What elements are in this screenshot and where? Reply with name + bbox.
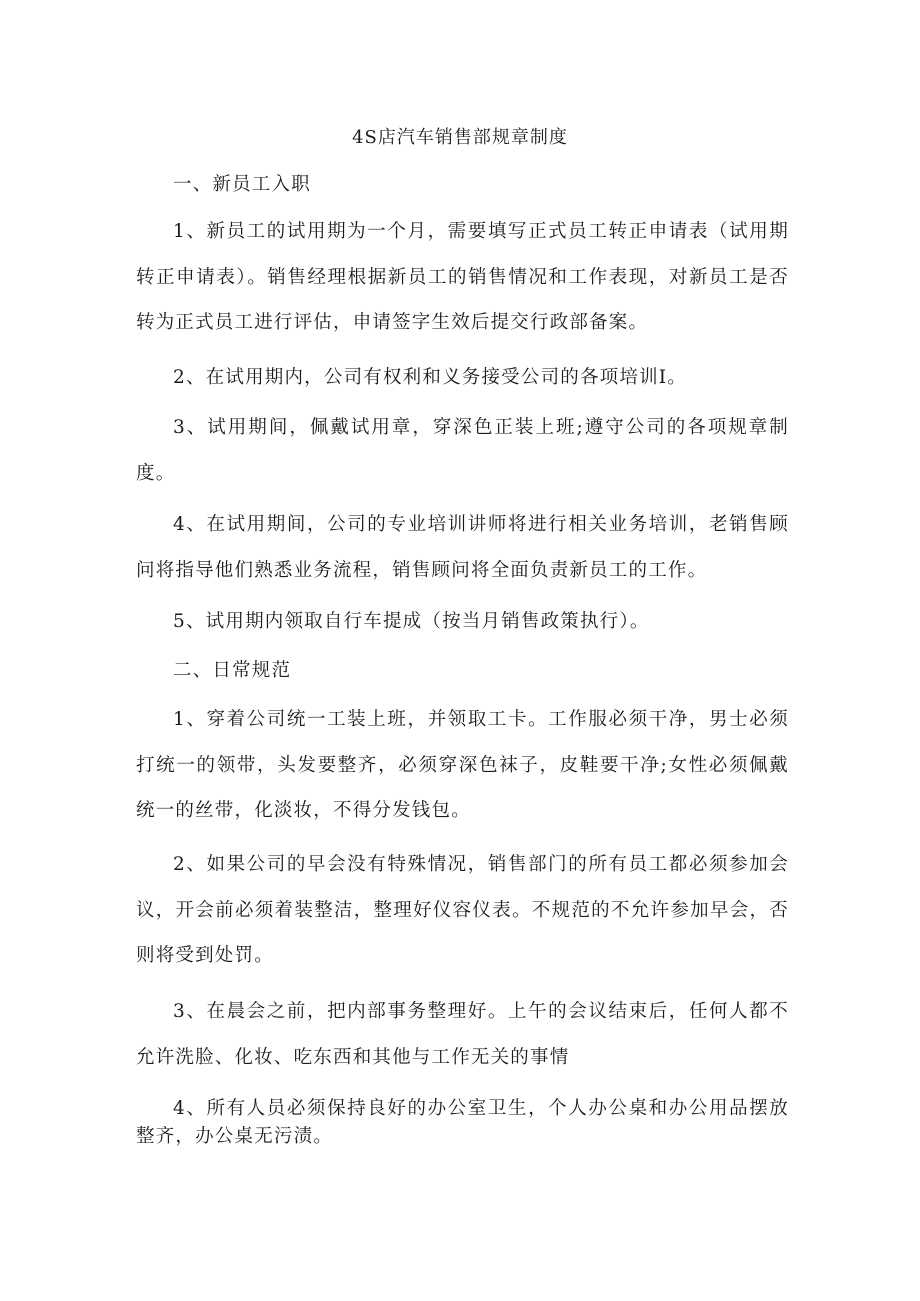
section-heading-daily-norms: 二、日常规范 [173, 660, 292, 681]
paragraph-2-4: 4、所有人员必须保持良好的办公室卫生，个人办公桌和办公用品摆放整齐，办公桌无污渍。 [136, 1098, 789, 1147]
paragraph-1-1: 1、新员工的试用期为一个月，需要填写正式员工转正申请表（试用期转正申请表）。销售经理根据新员工的销售情况和工作表现，对新员工是否转为正式员工进行评估，申请签字生效后提交行政部备案。 [136, 221, 789, 333]
paragraph-1-3: 3、试用期间，佩戴试用章，穿深色正装上班;遵守公司的各项规章制度。 [136, 417, 789, 484]
paragraph-2-3: 3、在晨会之前，把内部事务整理好。上午的会议结束后，任何人都不允许洗脸、化妆、吃东西和其他与工作无关的事情 [136, 1001, 789, 1068]
section-heading-new-employee: 一、新员工入职 [173, 174, 311, 195]
paragraph-2-2: 2、如果公司的早会没有特殊情况，销售部门的所有员工都必须参加会议，开会前必须着装整洁，整理好仪容仪表。不规范的不允许参加早会，否则将受到处罚。 [136, 854, 789, 966]
paragraph-2-1: 1、穿着公司统一工装上班，并领取工卡。工作服必须干净，男士必须打统一的领带，头发要整齐，必须穿深色袜子，皮鞋要干净;女性必须佩戴统一的丝带，化淡妆，不得分发钱包。 [136, 709, 789, 821]
paragraph-1-5: 5、试用期内领取自行车提成（按当月销售政策执行）。 [173, 611, 650, 632]
paragraph-1-4: 4、在试用期间，公司的专业培训讲师将进行相关业务培训，老销售顾问将指导他们熟悉业务流程，销售顾问将全面负责新员工的工作。 [136, 514, 789, 581]
paragraph-1-2: 2、在试用期内，公司有权利和义务接受公司的各项培训I。 [173, 367, 687, 388]
document-title: 4S店汽车销售部规章制度 [352, 127, 568, 148]
